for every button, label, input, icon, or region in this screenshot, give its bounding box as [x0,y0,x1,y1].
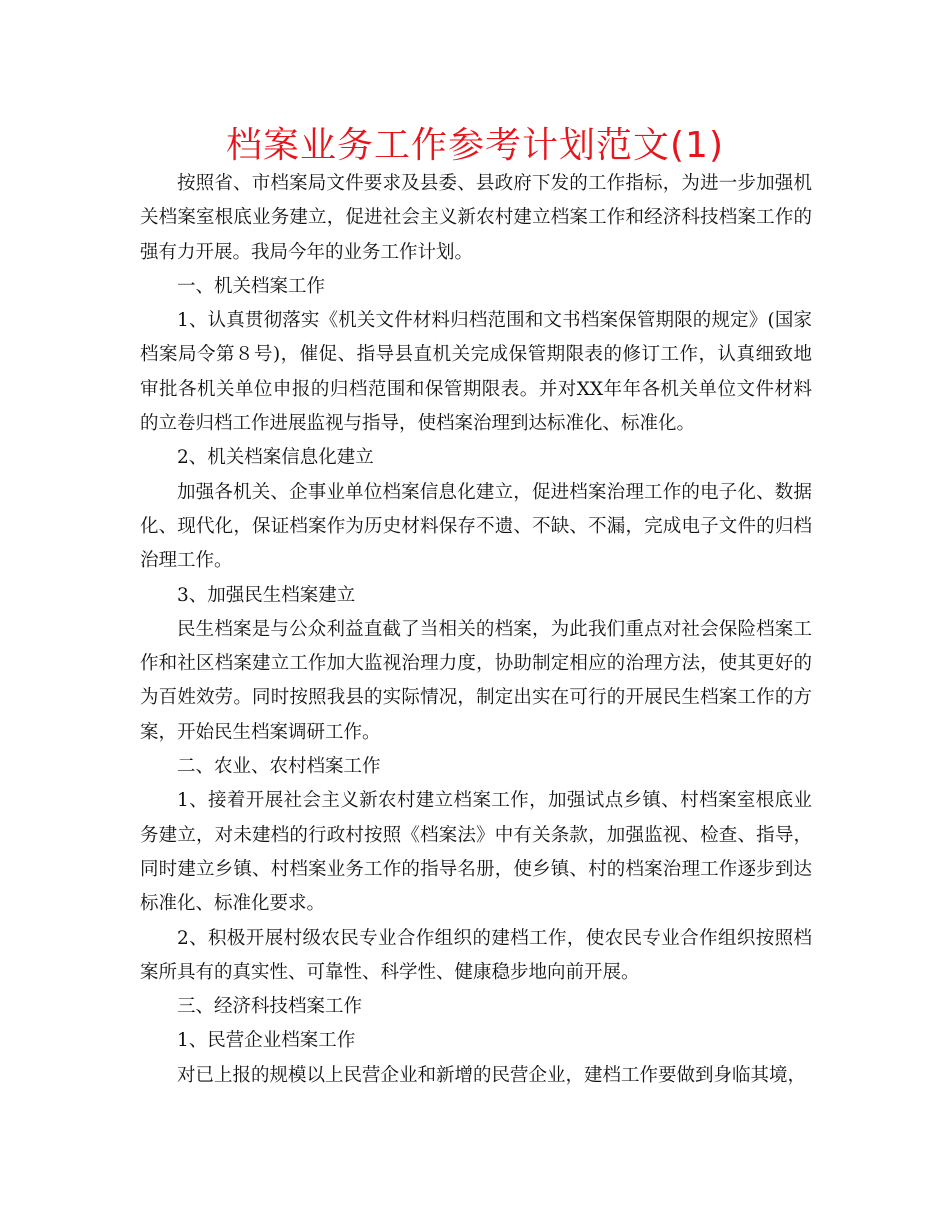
document-body [140,167,812,1093]
paragraph: 2、积极开展村级农民专业合作组织的建档工作，使农民专业合作组织按照档案所具有的真实性、可靠性、科学性、健康稳步地向前开展。 [140,927,812,983]
subsection-heading: 1、民营企业档案工作 [177,1030,356,1052]
paragraph: 1、接着开展社会主义新农村建立档案工作，加强试点乡镇、村档案室根底业务建立，对未建档的行政村按照《档案法》中有关条款，加强监视、检查、指导，同时建立乡镇、村档案业务工作的指导名册，使乡镇、村的档案治理工作逐步到达标准化、标准化要求。 [140,790,812,915]
section-heading: 三、经济科技档案工作 [177,996,363,1018]
section-heading: 一、机关档案工作 [177,275,326,297]
document-title: 档案业务工作参考计划范文(1) [226,125,724,166]
subsection-heading: 2、机关档案信息化建立 [177,447,374,469]
paragraph: 民生档案是与公众利益直截了当相关的档案，为此我们重点对社会保险档案工作和社区档案建立工作加大监视治理力度，协助制定相应的治理方法，使其更好的为百姓效劳。同时按照我县的实际情况，制定出实在可行的开展民生档案工作的方案，开始民生档案调研工作。 [140,618,812,743]
paragraph: 按照省、市档案局文件要求及县委、县政府下发的工作指标，为进一步加强机关档案室根底业务建立，促进社会主义新农村建立档案工作和经济科技档案工作的强有力开展。我局今年的业务工作计划。 [140,173,812,263]
paragraph: 对已上报的规模以上民营企业和新增的民营企业，建档工作要做到身临其境， [177,1064,807,1086]
subsection-heading: 3、加强民生档案建立 [177,584,356,606]
section-heading: 二、农业、农村档案工作 [177,756,381,778]
paragraph: 1、认真贯彻落实《机关文件材料归档范围和文书档案保管期限的规定》(国家档案局令第８号)，催促、指导县直机关完成保管期限表的修订工作，认真细致地审批各机关单位申报的归档范围和保管期限表。并对XX年年各机关单位文件材料的立卷归档工作进展监视与指导，使档案治理到达标准化、标准化。 [140,310,812,435]
paragraph: 加强各机关、企事业单位档案信息化建立，促进档案治理工作的电子化、数据化、现代化，保证档案作为历史材料保存不遗、不缺、不漏，完成电子文件的归档治理工作。 [140,481,812,572]
